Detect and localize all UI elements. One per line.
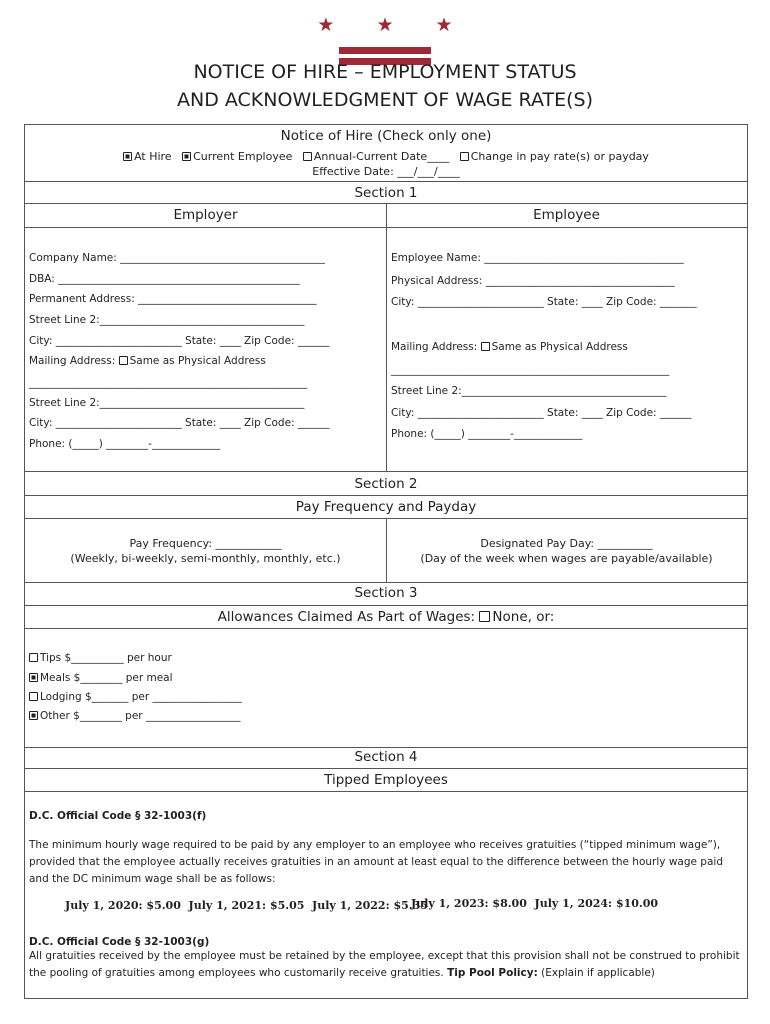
employee-heading: Employee	[533, 207, 600, 223]
divider	[25, 227, 747, 228]
mailing-address-row: Mailing Address: Same as Physical Address	[391, 341, 628, 353]
pay-frequency-hint: (Weekly, bi-weekly, semi-monthly, monthly, etc.)	[70, 552, 341, 565]
code-reference-g: D.C. Official Code § 32-1003(g)	[29, 936, 210, 948]
mailing-address-row: Mailing Address: Same as Physical Address	[29, 355, 266, 367]
city-state-zip-field[interactable]: City: ________________________ State: ____ Zip Code: ______	[29, 335, 330, 347]
divider	[25, 768, 747, 769]
section1-label: Section 1	[354, 185, 418, 201]
divider	[25, 471, 747, 472]
employer-heading: Employer	[173, 207, 238, 223]
checkbox-icon[interactable]	[29, 711, 38, 720]
option-at-hire[interactable]: At Hire	[123, 150, 172, 163]
notice-heading: Notice of Hire (Check only one)	[280, 128, 492, 144]
column-divider	[386, 203, 387, 471]
dc-flag-logo	[0, 14, 770, 65]
divider	[25, 605, 747, 606]
divider	[25, 628, 747, 629]
checkbox-icon[interactable]	[303, 152, 312, 161]
allowance-meals[interactable]: Meals $________ per meal	[29, 671, 173, 685]
checkbox-icon[interactable]	[481, 342, 490, 351]
mailing-address-line[interactable]: _____________________________________________________	[29, 377, 308, 389]
page-title-line2: AND ACKNOWLEDGMENT OF WAGE RATE(S)	[177, 89, 593, 111]
section4-heading: Tipped Employees	[324, 772, 448, 788]
divider	[25, 495, 747, 496]
tip-pool-hint: (Explain if applicable)	[541, 967, 655, 979]
city-state-zip-field[interactable]: City: ________________________ State: ____ Zip Code: ______	[391, 407, 692, 419]
section2-label: Section 2	[354, 476, 418, 492]
section4-label: Section 4	[354, 749, 418, 765]
tipped-wage-paragraph: The minimum hourly wage required to be paid by any employer to an employee who receives gratuities (“tipped minimum wage”), provided that the employee actually receives gratuities in an amount at least equal to the difference between the hourly wage paid and the DC minimum wage shall be as follows:	[29, 839, 723, 885]
flag-bar-top	[339, 47, 431, 54]
checkbox-icon[interactable]	[29, 653, 38, 662]
divider	[25, 582, 747, 583]
effective-date-field[interactable]: Effective Date: ___/___/____	[312, 165, 460, 178]
mailing-address-line[interactable]: _____________________________________________________	[391, 364, 670, 376]
section3-heading: Allowances Claimed As Part of Wages: None, or:	[217, 609, 555, 625]
code-reference-f: D.C. Official Code § 32-1003(f)	[29, 810, 207, 822]
phone-field[interactable]: Phone: (_____) ________-_____________	[391, 428, 583, 440]
street-line2-field[interactable]: Street Line 2:_______________________________________	[29, 397, 305, 409]
notice-options	[25, 149, 747, 164]
checkbox-icon[interactable]	[460, 152, 469, 161]
street-line2-field[interactable]: Street Line 2:_______________________________________	[29, 314, 305, 326]
checkbox-icon[interactable]	[182, 152, 191, 161]
phone-field[interactable]: Phone: (_____) ________-_____________	[29, 438, 221, 450]
allowance-other[interactable]: Other $________ per __________________	[29, 709, 240, 723]
tipped-wage-rates-b: July 1, 2023: $8.00 July 1, 2024: $10.00	[411, 897, 659, 910]
tip-pool-label: Tip Pool Policy:	[447, 967, 538, 979]
checkbox-icon[interactable]	[29, 673, 38, 682]
form-frame	[24, 124, 748, 999]
city-state-zip-field[interactable]: City: ________________________ State: ____ Zip Code: _______	[391, 296, 697, 308]
pay-day-hint: (Day of the week when wages are payable/available)	[420, 552, 713, 565]
section2-heading: Pay Frequency and Payday	[295, 499, 477, 515]
tipped-wage-rates-a: July 1, 2020: $5.00 July 1, 2021: $5.05 July 1, 2022: $5.35	[65, 899, 428, 912]
divider	[25, 181, 747, 182]
allowance-lodging[interactable]: Lodging $_______ per _________________	[29, 690, 242, 704]
city-state-zip-field[interactable]: City: ________________________ State: ____ Zip Code: ______	[29, 417, 330, 429]
checkbox-icon[interactable]	[123, 152, 132, 161]
option-annual-current-date[interactable]: Annual-Current Date____	[303, 150, 449, 163]
permanent-address-field[interactable]: Permanent Address: __________________________________	[29, 293, 317, 305]
option-current-employee[interactable]: Current Employee	[182, 150, 292, 163]
page-title-line1: NOTICE OF HIRE – EMPLOYMENT STATUS	[193, 61, 577, 83]
employee-name-field[interactable]: Employee Name: ______________________________________	[391, 252, 684, 264]
dba-field[interactable]: DBA: ______________________________________________	[29, 273, 300, 285]
checkbox-icon[interactable]	[119, 356, 128, 365]
divider	[25, 791, 747, 792]
company-name-field[interactable]: Company Name: _______________________________________	[29, 252, 325, 264]
street-line2-field[interactable]: Street Line 2:_______________________________________	[391, 385, 667, 397]
flag-stars: ★ ★ ★	[317, 14, 471, 36]
section3-label: Section 3	[354, 585, 418, 601]
allowance-tips[interactable]: Tips $__________ per hour	[29, 651, 172, 665]
pay-day-field[interactable]: Designated Pay Day: __________	[480, 537, 653, 550]
pay-frequency-field[interactable]: Pay Frequency: ____________	[129, 537, 282, 550]
checkbox-icon[interactable]	[29, 692, 38, 701]
option-change-in-pay[interactable]: Change in pay rate(s) or payday	[460, 150, 649, 163]
physical-address-field[interactable]: Physical Address: ____________________________________	[391, 275, 675, 287]
checkbox-icon[interactable]	[479, 611, 490, 622]
gratuities-paragraph: All gratuities received by the employee must be retained by the employee, except that this provision shall not be construed to prohibit the pooling of gratuities among employees who customarily receive gratuities. Tip Pool Policy: (Explain if applicable)	[29, 950, 740, 979]
